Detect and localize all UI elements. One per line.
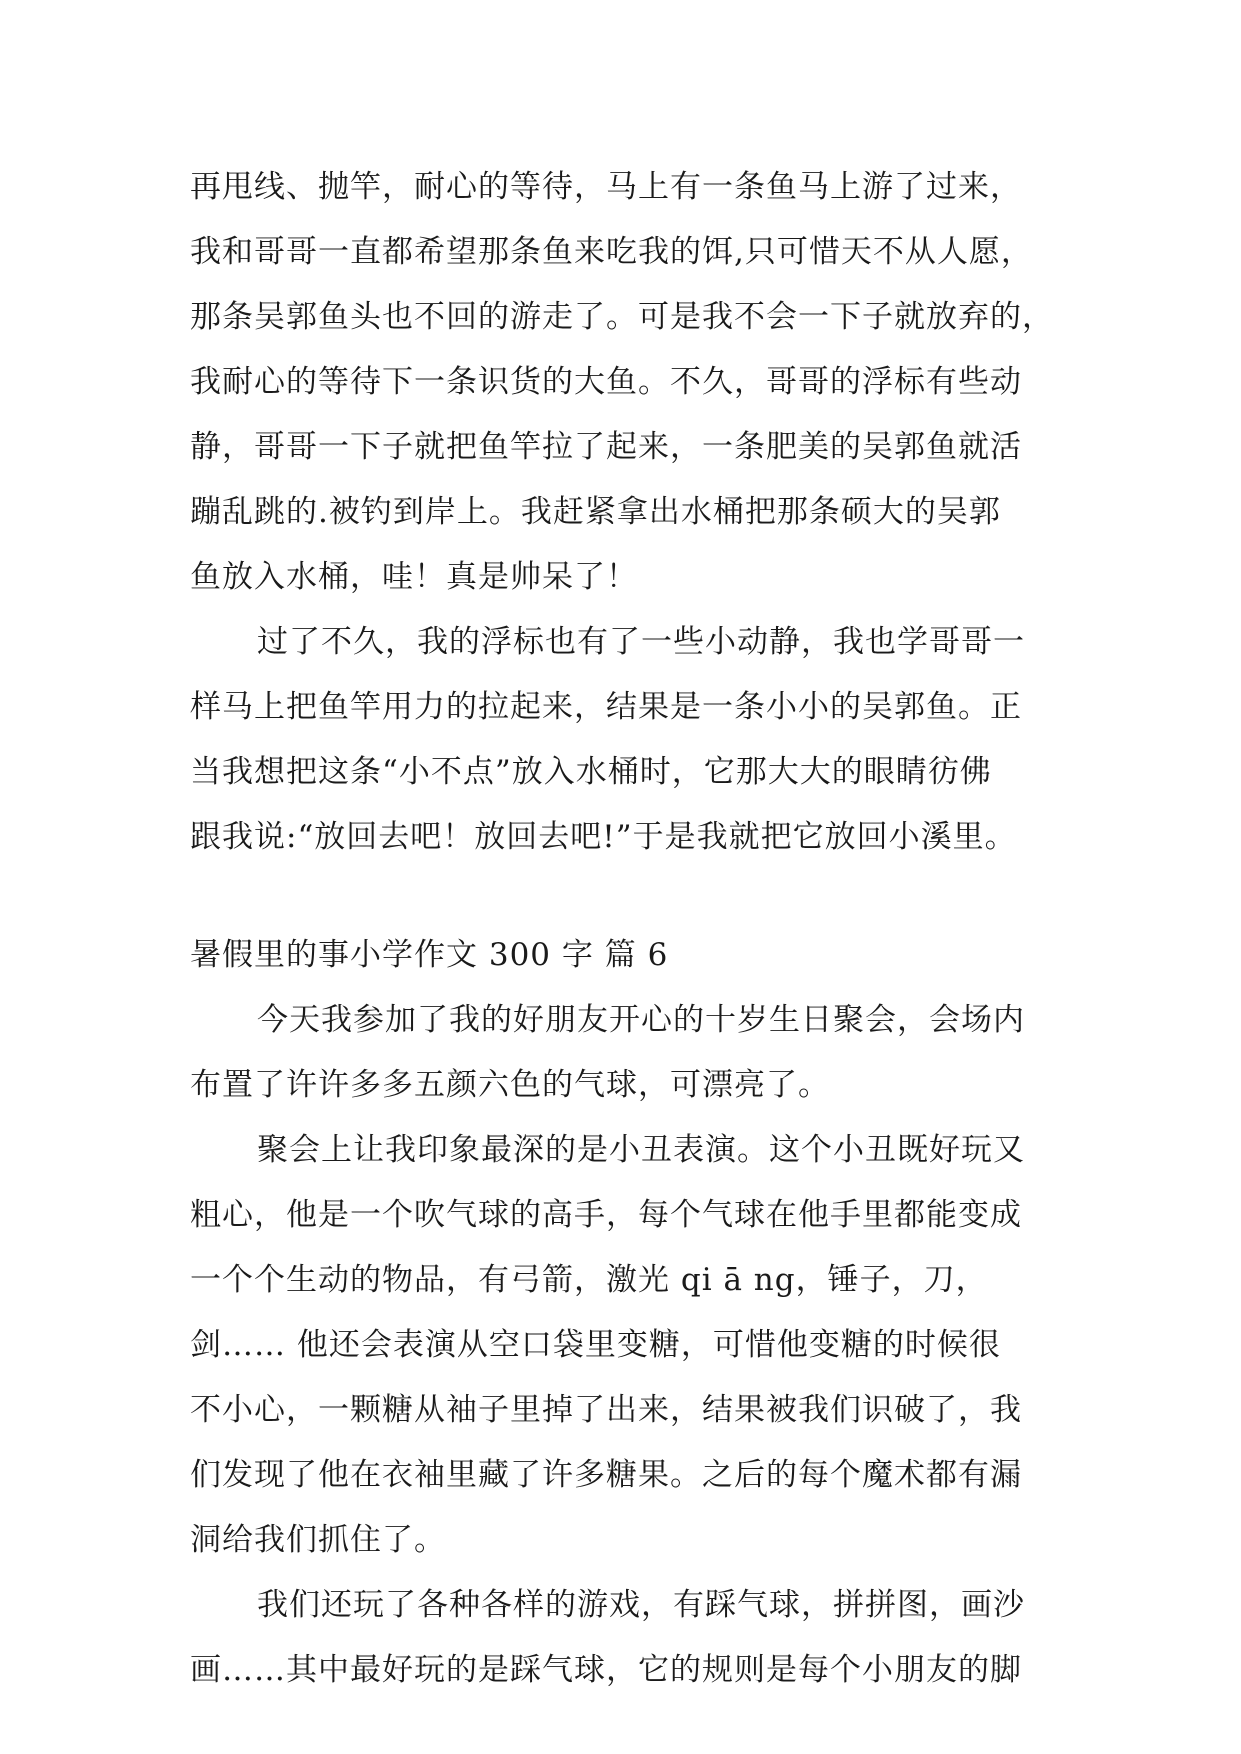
paragraph-line: 不小心，一颗糖从袖子里掉了出来，结果被我们识破了，我 <box>190 1392 1022 1428</box>
paragraph-line: 过了不久，我的浮标也有了一些小动静，我也学哥哥一 <box>257 624 1025 660</box>
paragraph-line: 跟我说:“放回去吧！放回去吧!”于是我就把它放回小溪里。 <box>190 819 1017 855</box>
paragraph-line: 一个个生动的物品，有弓箭，激光 qi ā ng，锤子，刀， <box>190 1262 988 1298</box>
paragraph-line: 当我想把这条“小不点”放入水桶时，它那大大的眼睛彷佛 <box>190 754 992 790</box>
paragraph-line: 粗心，他是一个吹气球的高手，每个气球在他手里都能变成 <box>190 1197 1022 1233</box>
paragraph-line: 样马上把鱼竿用力的拉起来，结果是一条小小的吴郭鱼。正 <box>190 689 1022 725</box>
paragraph-line: 我和哥哥一直都希望那条鱼来吃我的饵,只可惜天不从人愿， <box>190 234 1033 270</box>
paragraph-line: 鱼放入水桶，哇！真是帅呆了！ <box>190 559 638 595</box>
paragraph-line: 剑…… 他还会表演从空口袋里变糖，可惜他变糖的时候很 <box>190 1327 1001 1363</box>
paragraph-line: 们发现了他在衣袖里藏了许多糖果。之后的每个魔术都有漏 <box>190 1457 1022 1493</box>
paragraph-line: 那条吴郭鱼头也不回的游走了。可是我不会一下子就放弃的， <box>190 299 1054 335</box>
paragraph-line: 画……其中最好玩的是踩气球，它的规则是每个小朋友的脚 <box>190 1652 1022 1688</box>
paragraph-line: 再甩线、抛竿，耐心的等待，马上有一条鱼马上游了过来， <box>190 169 1022 205</box>
section-heading: 暑假里的事小学作文 300 字 篇 6 <box>190 937 669 973</box>
paragraph-line: 洞给我们抓住了。 <box>190 1522 446 1558</box>
paragraph-line: 聚会上让我印象最深的是小丑表演。这个小丑既好玩又 <box>257 1132 1025 1168</box>
paragraph-line: 我们还玩了各种各样的游戏，有踩气球，拼拼图，画沙 <box>257 1587 1025 1623</box>
paragraph-line: 我耐心的等待下一条识货的大鱼。不久，哥哥的浮标有些动 <box>190 364 1022 400</box>
paragraph-line: 蹦乱跳的.被钓到岸上。我赶紧拿出水桶把那条硕大的吴郭 <box>190 494 1001 530</box>
paragraph-line: 今天我参加了我的好朋友开心的十岁生日聚会，会场内 <box>257 1002 1025 1038</box>
paragraph-line: 布置了许许多多五颜六色的气球，可漂亮了。 <box>190 1067 830 1103</box>
paragraph-line: 静，哥哥一下子就把鱼竿拉了起来，一条肥美的吴郭鱼就活 <box>190 429 1022 465</box>
